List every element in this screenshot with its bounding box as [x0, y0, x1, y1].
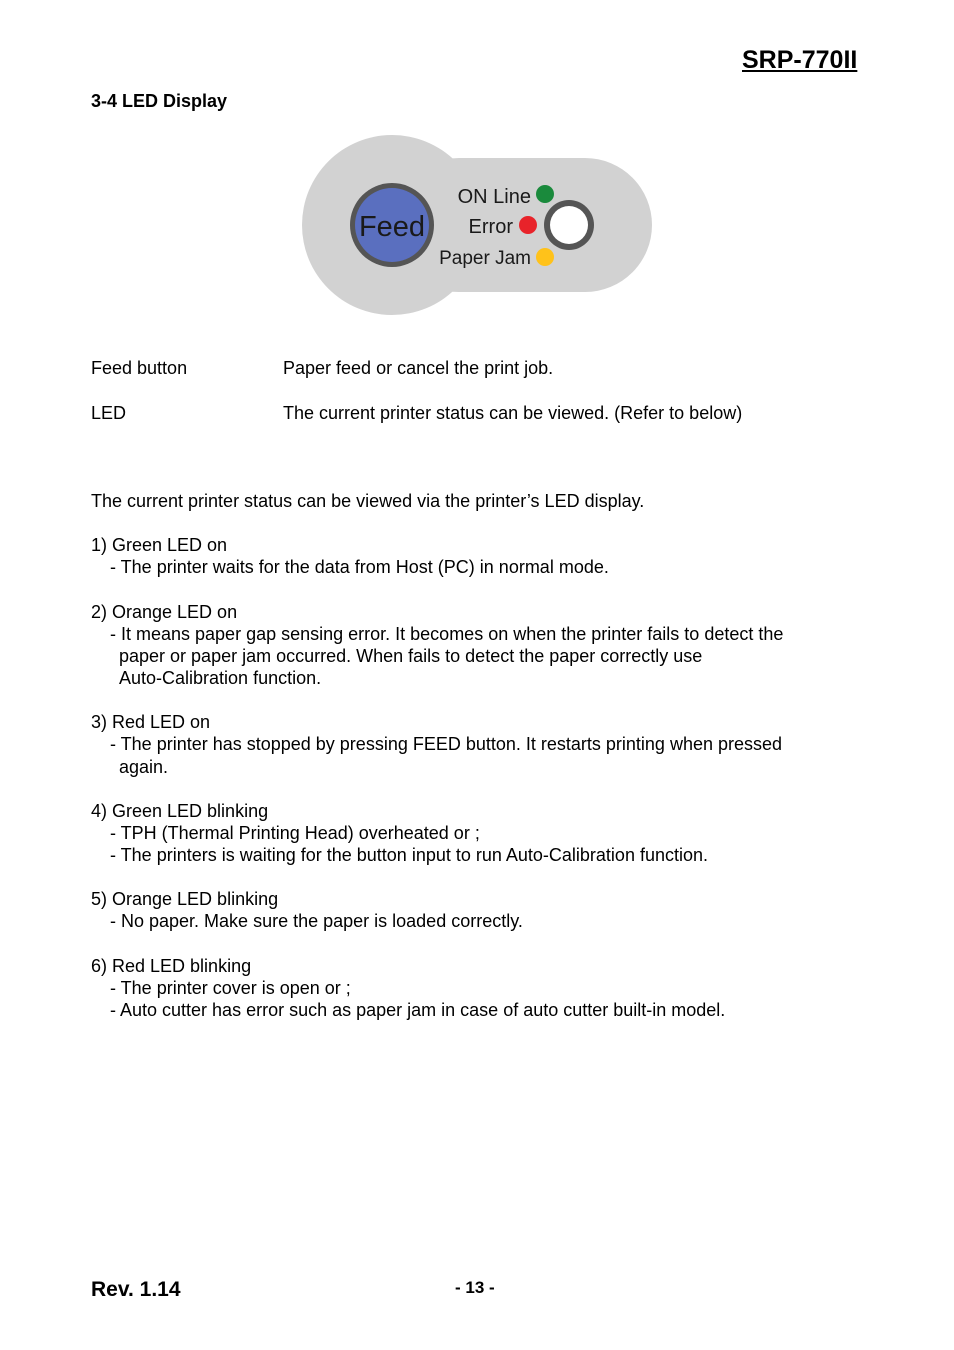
list-item-line: - It means paper gap sensing error. It becomes on when the printer fails to detect the — [110, 624, 784, 644]
list-item-line: again. — [119, 757, 169, 777]
definition-desc: Paper feed or cancel the print job. — [283, 358, 554, 378]
feed-button[interactable] — [350, 183, 434, 267]
paperjam-led — [536, 248, 554, 266]
list-item-line: - The printers is waiting for the button input to run Auto-Calibration function. — [110, 845, 708, 865]
status-window — [544, 200, 594, 250]
intro-paragraph: The current printer status can be viewed via the printer’s LED display. — [91, 491, 645, 511]
list-item-line: - The printer has stopped by pressing FEED button. It restarts printing when pressed — [110, 734, 783, 754]
online-led — [536, 185, 554, 203]
definition-desc: The current printer status can be viewed. (Refer to below) — [283, 403, 743, 423]
online-label: ON Line — [457, 186, 531, 208]
list-item-title: 4) Green LED blinking — [91, 801, 269, 821]
paperjam-label: Paper Jam — [439, 248, 531, 269]
page-number: - 13 - — [455, 1278, 495, 1297]
list-item-title: 1) Green LED on — [91, 535, 228, 555]
led-panel-illustration — [302, 135, 654, 315]
definition-term: Feed button — [91, 358, 188, 378]
definition-term: LED — [91, 403, 127, 423]
list-item-line: Auto-Calibration function. — [119, 668, 322, 688]
list-item-line: - No paper. Make sure the paper is loaded correctly. — [110, 911, 523, 931]
list-item-title: 6) Red LED blinking — [91, 956, 252, 976]
feed-button-label: Feed — [358, 211, 426, 243]
section-heading: 3-4 LED Display — [91, 91, 228, 111]
model-title: SRP-770II — [742, 46, 858, 74]
revision-label: Rev. 1.14 — [91, 1278, 181, 1301]
list-item-line: - TPH (Thermal Printing Head) overheated or ; — [110, 823, 480, 843]
error-label: Error — [468, 216, 513, 238]
list-item-line: - Auto cutter has error such as paper jam in case of auto cutter built-in model. — [110, 1000, 726, 1020]
list-item-title: 5) Orange LED blinking — [91, 889, 279, 909]
list-item-title: 3) Red LED on — [91, 712, 211, 732]
list-item-line: paper or paper jam occurred. When fails to detect the paper correctly use — [119, 646, 703, 666]
list-item-line: - The printer waits for the data from Host (PC) in normal mode. — [110, 557, 609, 577]
list-item-title: 2) Orange LED on — [91, 602, 238, 622]
list-item-line: - The printer cover is open or ; — [110, 978, 351, 998]
error-led — [519, 216, 537, 234]
